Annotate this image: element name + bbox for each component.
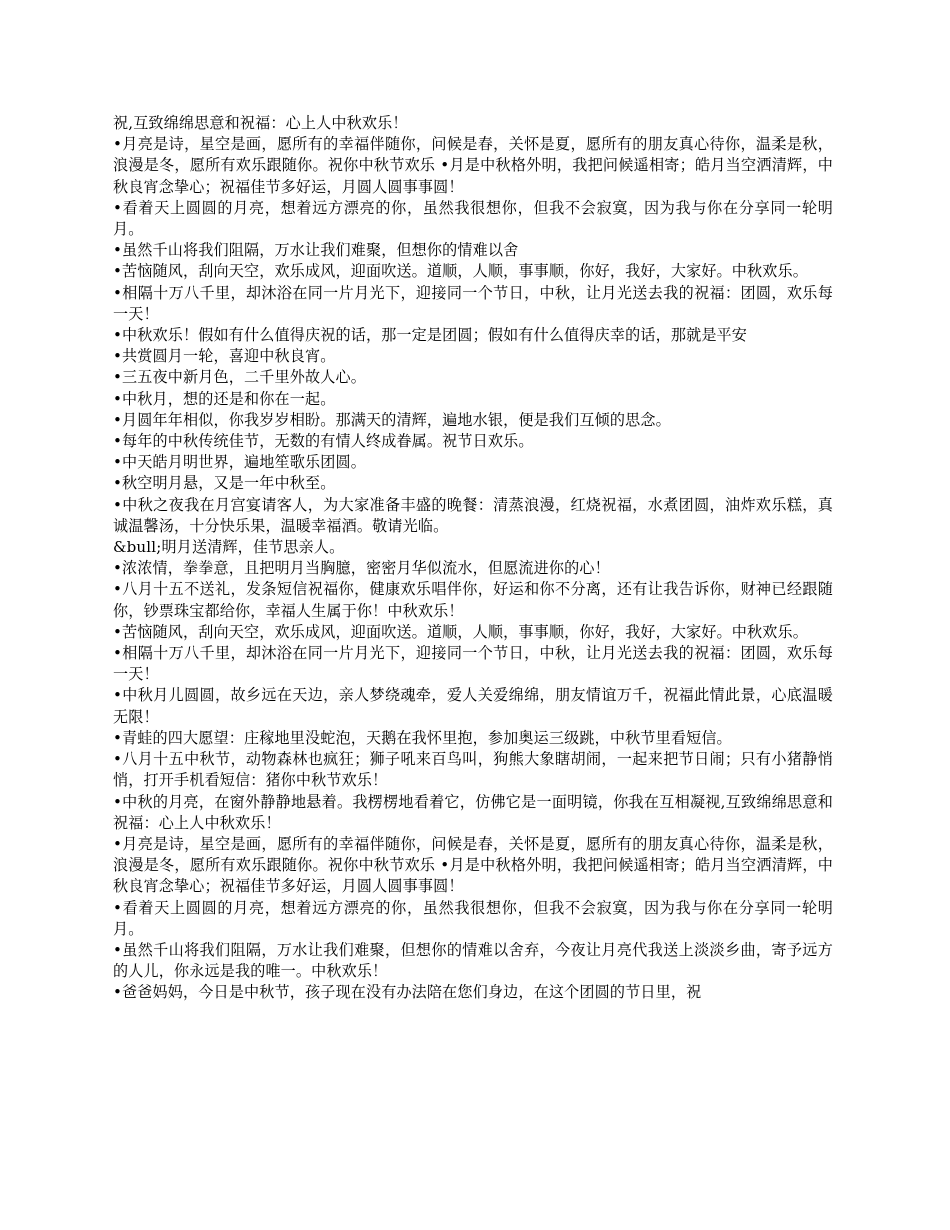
paragraph: •每年的中秋传统佳节，无数的有情人终成眷属。祝节日欢乐。 bbox=[113, 432, 534, 451]
paragraph: •中秋月，想的还是和你在一起。 bbox=[113, 389, 336, 408]
paragraph: •八月十五中秋节，动物森林也疯狂；狮子吼来百鸟叫，狗熊大象瞎胡闹，一起来把节日闹；只有小猪静悄悄，打开手机看短信：猪你中秋节欢乐！ bbox=[113, 750, 833, 790]
paragraph: •中秋月儿圆圆，故乡远在天边，亲人梦绕魂牵，爱人关爱绵绵，朋友情谊万千，祝福此情此景，心底温暖无限！ bbox=[113, 686, 833, 726]
document-body bbox=[113, 113, 833, 1004]
paragraph: •青蛙的四大愿望：庄稼地里没蛇泡，天鹅在我怀里抱，参加奥运三级跳，中秋节里看短信。 bbox=[113, 728, 732, 747]
paragraph: 祝,互致绵绵思意和祝福：心上人中秋欢乐！ bbox=[113, 114, 408, 132]
paragraph: •秋空明月悬，又是一年中秋至。 bbox=[113, 474, 336, 493]
paragraph: •中秋的月亮，在窗外静静地悬着。我楞楞地看着它，仿佛它是一面明镜，你我在互相凝视,互致绵绵思意和祝福：心上人中秋欢乐！ bbox=[113, 792, 833, 832]
paragraph: •苦恼随风，刮向天空，欢乐成风，迎面吹送。道顺，人顺，事事顺，你好，我好，大家好。中秋欢乐。 bbox=[113, 622, 809, 641]
paragraph: •三五夜中新月色，二千里外故人心。 bbox=[113, 368, 366, 387]
paragraph: •中天皓月明世界，遍地笙歌乐团圆。 bbox=[113, 453, 366, 472]
paragraph: •浓浓情，拳拳意，且把明月当胸臆，密密月华似流水，但愿流进你的心！ bbox=[113, 559, 610, 578]
paragraph: &bull;明月送清辉，佳节思亲人。 bbox=[113, 538, 345, 557]
paragraph: •中秋之夜我在月宫宴请客人，为大家准备丰盛的晚餐：清蒸浪漫，红烧祝福，水煮团圆，油炸欢乐糕，真诚温馨汤，十分快乐果，温暖幸福酒。敬请光临。 bbox=[113, 495, 833, 535]
paragraph: •看着天上圆圆的月亮，想着远方漂亮的你，虽然我很想你，但我不会寂寞，因为我与你在分享同一轮明月。 bbox=[113, 898, 833, 938]
paragraph: •相隔十万八千里，却沐浴在同一片月光下，迎接同一个节日，中秋，让月光送去我的祝福：团圆，欢乐每一天！ bbox=[113, 283, 833, 323]
paragraph: •相隔十万八千里，却沐浴在同一片月光下，迎接同一个节日，中秋，让月光送去我的祝福：团圆，欢乐每一天！ bbox=[113, 644, 833, 684]
paragraph: •中秋欢乐！假如有什么值得庆祝的话，那一定是团圆；假如有什么值得庆幸的话，那就是平安 bbox=[113, 326, 748, 345]
paragraph: •共赏圆月一轮，喜迎中秋良宵。 bbox=[113, 347, 336, 366]
paragraph: •虽然千山将我们阻隔，万水让我们难聚，但想你的情难以舍弃，今夜让月亮代我送上淡淡乡曲，寄予远方的人儿，你永远是我的唯一。中秋欢乐！ bbox=[113, 940, 833, 981]
paragraph: •月亮是诗，星空是画，愿所有的幸福伴随你，问候是春，关怀是夏，愿所有的朋友真心待你，温柔是秋，浪漫是冬，愿所有欢乐跟随你。祝你中秋节欢乐 •月是中秋格外明，我把问候遥相寄；皓月当空洒清辉，中秋良宵念挚心；祝福佳节多好运，月圆人圆事事圆！ bbox=[113, 135, 833, 196]
paragraph: •月亮是诗，星空是画，愿所有的幸福伴随你，问候是春，关怀是夏，愿所有的朋友真心待你，温柔是秋，浪漫是冬，愿所有欢乐跟随你。祝你中秋节欢乐 •月是中秋格外明，我把问候遥相寄；皓月当空洒清辉，中秋良宵念挚心；祝福佳节多好运，月圆人圆事事圆！ bbox=[113, 834, 833, 896]
paragraph: •虽然千山将我们阻隔，万水让我们难聚，但想你的情难以舍 bbox=[113, 241, 519, 260]
paragraph: •月圆年年相似，你我岁岁相盼。那满天的清辉，遍地水银，便是我们互倾的思念。 bbox=[113, 410, 671, 429]
paragraph: •苦恼随风，刮向天空，欢乐成风，迎面吹送。道顺，人顺，事事顺，你好，我好，大家好。中秋欢乐。 bbox=[113, 262, 809, 281]
paragraph: •爸爸妈妈，今日是中秋节，孩子现在没有办法陪在您们身边，在这个团圆的节日里，祝 bbox=[113, 983, 702, 1002]
paragraph: •看着天上圆圆的月亮，想着远方漂亮的你，虽然我很想你，但我不会寂寞，因为我与你在分享同一轮明月。 bbox=[113, 198, 833, 239]
paragraph: •八月十五不送礼，发条短信祝福你，健康欢乐唱伴你，好运和你不分离，还有让我告诉你，财神已经跟随你，钞票珠宝都给你，幸福人生属于你！中秋欢乐！ bbox=[113, 580, 833, 620]
